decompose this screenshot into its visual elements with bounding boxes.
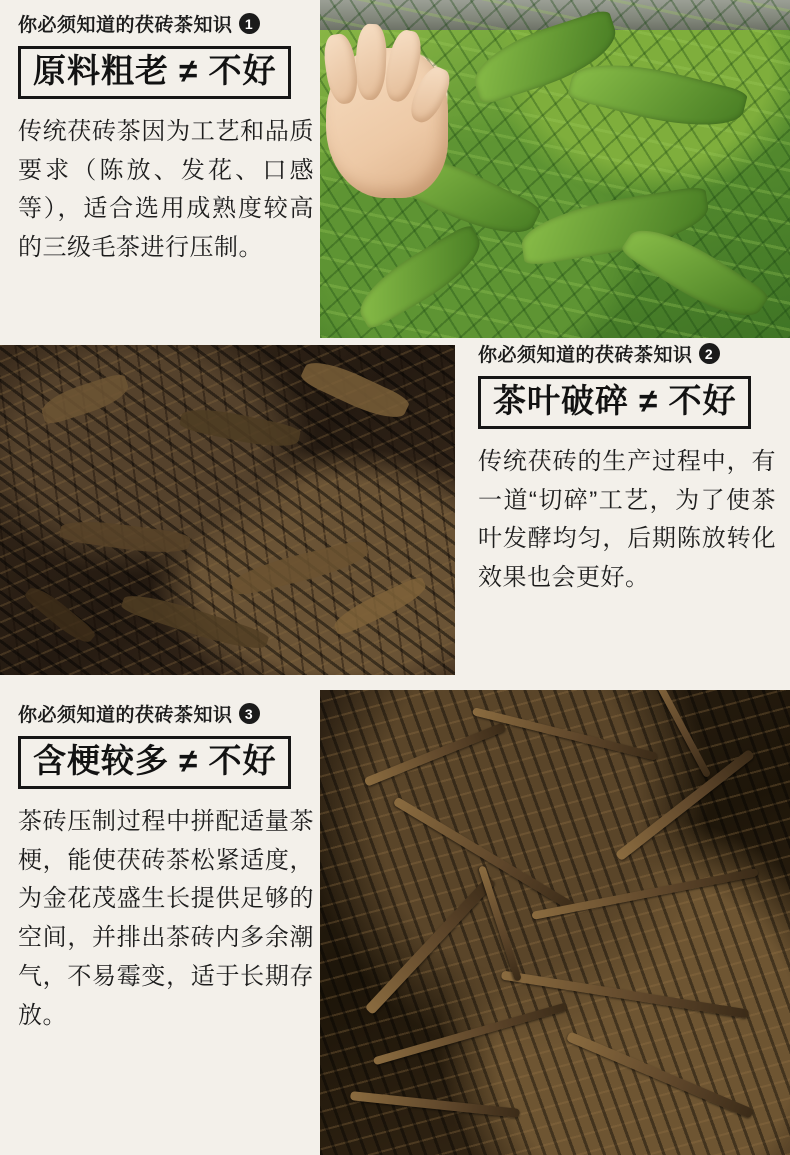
section-1-eyebrow xyxy=(18,10,314,37)
stem-texture-overlay xyxy=(320,690,790,1155)
section-2-headline-box xyxy=(478,376,751,429)
section-3-number-badge: 3 xyxy=(239,703,260,724)
section-1-text xyxy=(18,10,314,268)
section-2-text xyxy=(478,340,776,598)
section-1-number-badge: 1 xyxy=(239,13,260,34)
hand xyxy=(326,48,448,198)
section-3-text xyxy=(18,700,314,1036)
section-2-body: 传统茯砖的生产过程中，有一道“切碎”工艺，为了使茶叶发酵均匀，后期陈放转化效果也会更好。 xyxy=(478,447,776,592)
section-1-headline-box xyxy=(18,46,291,99)
section-3-body: 茶砖压制过程中拼配适量茶梗，能使茯砖茶松紧适度，为金花茂盛生长提供足够的空间，并排出茶砖内多余潮气，不易霉变，适于长期存放。 xyxy=(18,807,314,1030)
tea-stems-photo xyxy=(320,690,790,1155)
fermented-tea-photo xyxy=(0,345,455,675)
section-1-body: 传统茯砖茶因为工艺和品质要求（陈放、发花、口感等），适合选用成熟度较高的三级毛茶进行压制。 xyxy=(18,117,314,262)
section-2-eyebrow xyxy=(478,340,776,367)
section-3-eyebrow xyxy=(18,700,314,727)
section-2-number-badge: 2 xyxy=(699,343,720,364)
finger xyxy=(355,23,388,100)
section-3-headline-box xyxy=(18,736,291,789)
section-2-headline: 茶叶破碎 ≠ 不好 xyxy=(493,382,737,419)
tea-leaves-photo xyxy=(320,0,790,338)
section-3-eyebrow-label: 你必须知道的茯砖茶知识 xyxy=(18,705,233,726)
section-3-headline: 含梗较多 ≠ 不好 xyxy=(33,742,277,779)
section-2-eyebrow-label: 你必须知道的茯砖茶知识 xyxy=(478,345,693,366)
section-1-headline: 原料粗老 ≠ 不好 xyxy=(33,52,277,89)
section-1-eyebrow-label: 你必须知道的茯砖茶知识 xyxy=(18,15,233,36)
